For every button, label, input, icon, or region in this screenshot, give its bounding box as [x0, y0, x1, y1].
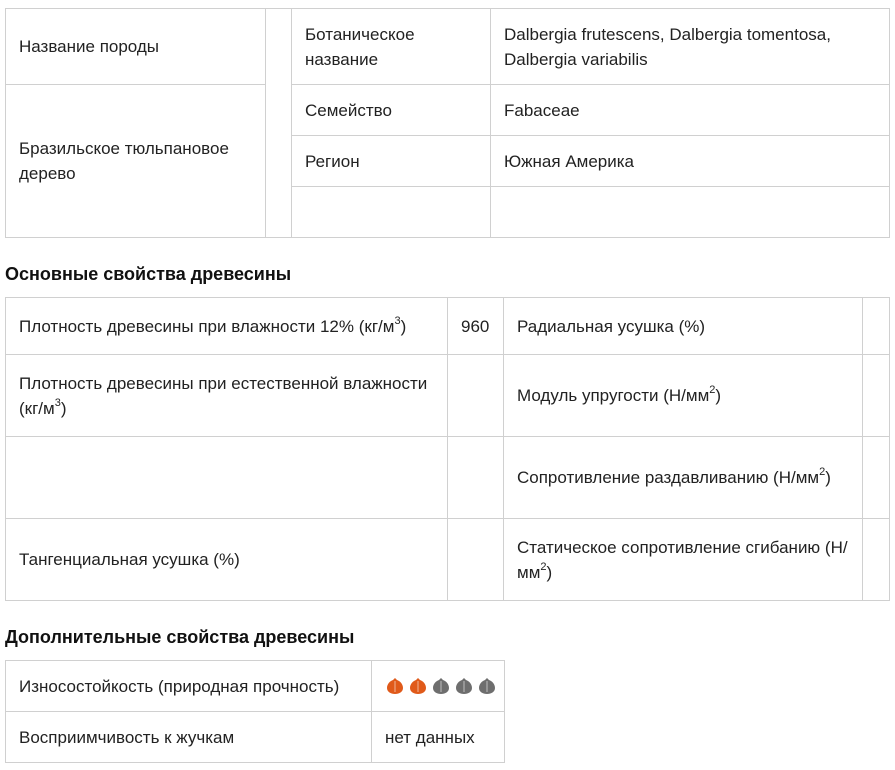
empty-cell — [491, 187, 890, 238]
botanical-name-value: Dalbergia frutescens, Dalbergia tomentosa, Dalbergia variabilis — [491, 9, 890, 85]
family-value: Fabaceae — [491, 85, 890, 136]
leaf-icon — [385, 676, 405, 696]
region-value: Южная Америка — [491, 136, 890, 187]
density-natural-value — [448, 355, 504, 437]
radial-shrinkage-label: Радиальная усушка (%) — [504, 298, 863, 355]
durability-leaf-rating — [385, 676, 491, 696]
elasticity-value — [863, 355, 890, 437]
spacer-cell — [266, 9, 292, 238]
beetle-susceptibility-label: Восприимчивость к жучкам — [6, 712, 372, 763]
species-common-name: Бразильское тюльпановое дерево — [6, 85, 266, 238]
main-properties-table — [5, 297, 890, 601]
radial-shrinkage-value — [863, 298, 890, 355]
botanical-name-label: Ботаническое название — [292, 9, 491, 85]
density-12-label: Плотность древесины при влажности 12% $(кг/м^3)$ — [6, 298, 448, 355]
leaf-icon — [408, 676, 428, 696]
elasticity-label: Модуль упругости $(Н/мм^2)$ — [504, 355, 863, 437]
main-properties-heading: Основные свойства древесины — [5, 264, 292, 284]
species-table — [5, 8, 890, 238]
bending-label: Статическое сопротивление сгибанию $(Н/мм^2)$ — [504, 519, 863, 601]
region-label: Регион — [292, 136, 491, 187]
extra-properties-table — [5, 660, 505, 763]
density-natural-label: Плотность древесины при естественной влажности $(кг/м^3)$ — [6, 355, 448, 437]
extra-properties-heading: Дополнительные свойства древесины — [5, 627, 355, 647]
compression-value — [863, 437, 890, 519]
beetle-susceptibility-value: нет данных — [372, 712, 505, 763]
family-label: Семейство — [292, 85, 491, 136]
leaf-icon — [454, 676, 474, 696]
compression-label: Сопротивление раздавливанию $(Н/мм^2)$ — [504, 437, 863, 519]
tangential-shrinkage-value — [448, 519, 504, 601]
bending-value — [863, 519, 890, 601]
durability-rating — [372, 661, 505, 712]
empty-cell — [292, 187, 491, 238]
durability-label: Износостойкость (природная прочность) — [6, 661, 372, 712]
leaf-icon — [477, 676, 497, 696]
leaf-icon — [431, 676, 451, 696]
density-12-value: 960 — [448, 298, 504, 355]
tangential-shrinkage-label: Тангенциальная усушка (%) — [6, 519, 448, 601]
empty-cell — [6, 437, 448, 519]
species-name-label: Название породы — [6, 9, 266, 85]
empty-cell — [448, 437, 504, 519]
